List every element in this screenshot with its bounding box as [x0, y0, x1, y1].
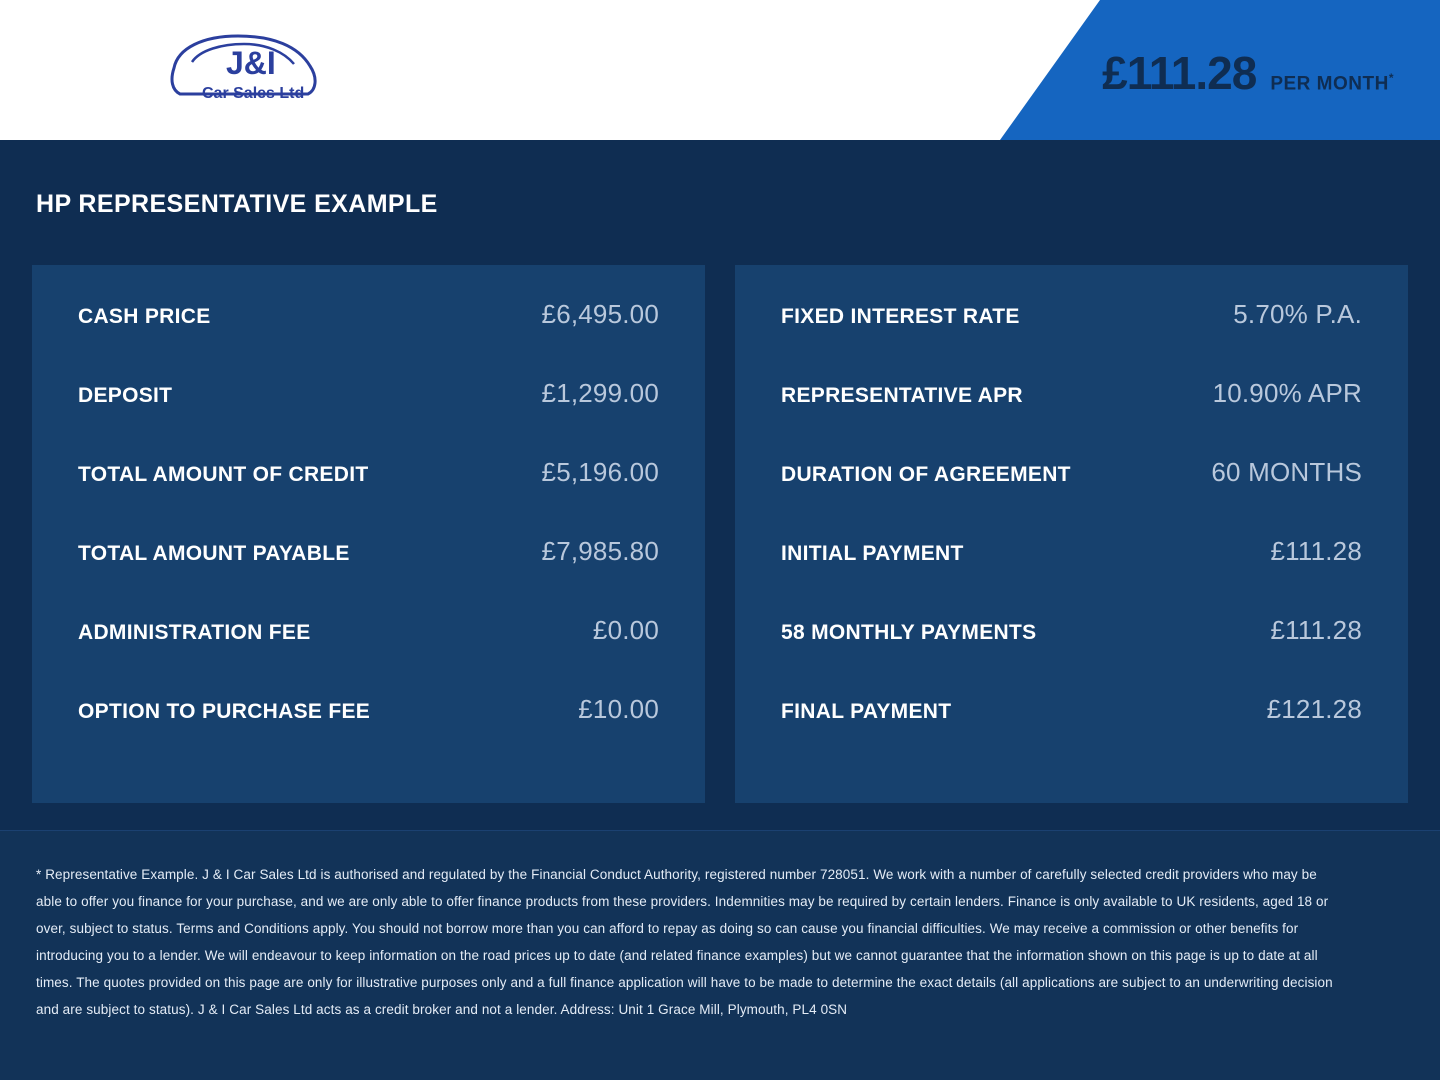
row-label: OPTION TO PURCHASE FEE	[78, 700, 371, 723]
row-label: TOTAL AMOUNT PAYABLE	[78, 542, 350, 565]
row-label: ADMINISTRATION FEE	[78, 621, 311, 644]
page-header	[0, 0, 1440, 140]
svg-text:J&I: J&I	[226, 45, 276, 81]
table-row	[78, 615, 659, 694]
table-row	[781, 694, 1362, 773]
page-footer	[0, 830, 1440, 1080]
right-figures-panel	[735, 265, 1408, 803]
table-row	[78, 378, 659, 457]
company-logo	[168, 28, 338, 114]
per-month-asterisk: *	[1388, 70, 1394, 85]
disclaimer-text: * Representative Example. J & I Car Sales Ltd is authorised and regulated by the Financial Conduct Authority, registered number 728051. We work with a number of carefully selected credit providers who may be able to offer you finance for your purchase, and we are only able to offer finance products from these providers. Indemnities may be required by certain lenders. Finance is only available to UK residents, aged 18 or over, subject to status. Terms and Conditions apply. You should not borrow more than you can afford to repay as doing so can cause you financial difficulties. We may receive a commission or other benefits for introducing you to a lender. We will endeavour to keep information on the road prices up to date (and related finance examples) but we cannot guarantee that the information shown on this page is up to date at all times. The quotes provided on this page are only for illustrative purposes only and a full finance application will have to be made to determine the exact details (all applications are subject to an underwriting decision and are subject to status). J & I Car Sales Ltd acts as a credit broker and not a lender. Address: Unit 1 Grace Mill, Plymouth, PL4 0SN	[36, 867, 1333, 1017]
page-title: HP REPRESENTATIVE EXAMPLE	[36, 190, 438, 218]
row-value: £5,196.00	[541, 457, 659, 487]
monthly-price-badge	[1102, 46, 1394, 100]
svg-text:Car Sales Ltd: Car Sales Ltd	[202, 85, 305, 102]
table-row	[78, 299, 659, 378]
table-row	[78, 457, 659, 536]
table-row	[78, 536, 659, 615]
table-row	[781, 457, 1362, 536]
figures-columns	[32, 265, 1408, 803]
row-label: FINAL PAYMENT	[781, 700, 952, 723]
row-label: 58 MONTHLY PAYMENTS	[781, 621, 1037, 644]
row-value: £111.28	[1270, 536, 1362, 566]
table-row	[781, 615, 1362, 694]
row-value: 60 MONTHS	[1211, 457, 1362, 487]
table-row	[78, 694, 659, 773]
row-value: £7,985.80	[541, 536, 659, 566]
table-row	[781, 536, 1362, 615]
table-row	[781, 299, 1362, 378]
row-value: £10.00	[578, 694, 659, 724]
row-value: £1,299.00	[541, 378, 659, 408]
row-label: DURATION OF AGREEMENT	[781, 463, 1071, 486]
row-label: INITIAL PAYMENT	[781, 542, 964, 565]
row-value: £111.28	[1270, 615, 1362, 645]
row-label: TOTAL AMOUNT OF CREDIT	[78, 463, 369, 486]
row-label: DEPOSIT	[78, 384, 173, 407]
row-label: FIXED INTEREST RATE	[781, 305, 1020, 328]
row-value: £6,495.00	[541, 299, 659, 329]
row-value: 10.90% APR	[1212, 378, 1362, 408]
monthly-price-amount: £111.28	[1102, 47, 1257, 99]
row-label: CASH PRICE	[78, 305, 211, 328]
row-label: REPRESENTATIVE APR	[781, 384, 1023, 407]
row-value: £0.00	[592, 615, 659, 645]
main-content	[0, 140, 1440, 830]
left-figures-panel	[32, 265, 705, 803]
row-value: £121.28	[1266, 694, 1362, 724]
table-row	[781, 378, 1362, 457]
per-month-text: PER MONTH	[1270, 73, 1389, 94]
row-value: 5.70% P.A.	[1233, 299, 1362, 329]
monthly-price-label	[1270, 71, 1394, 95]
